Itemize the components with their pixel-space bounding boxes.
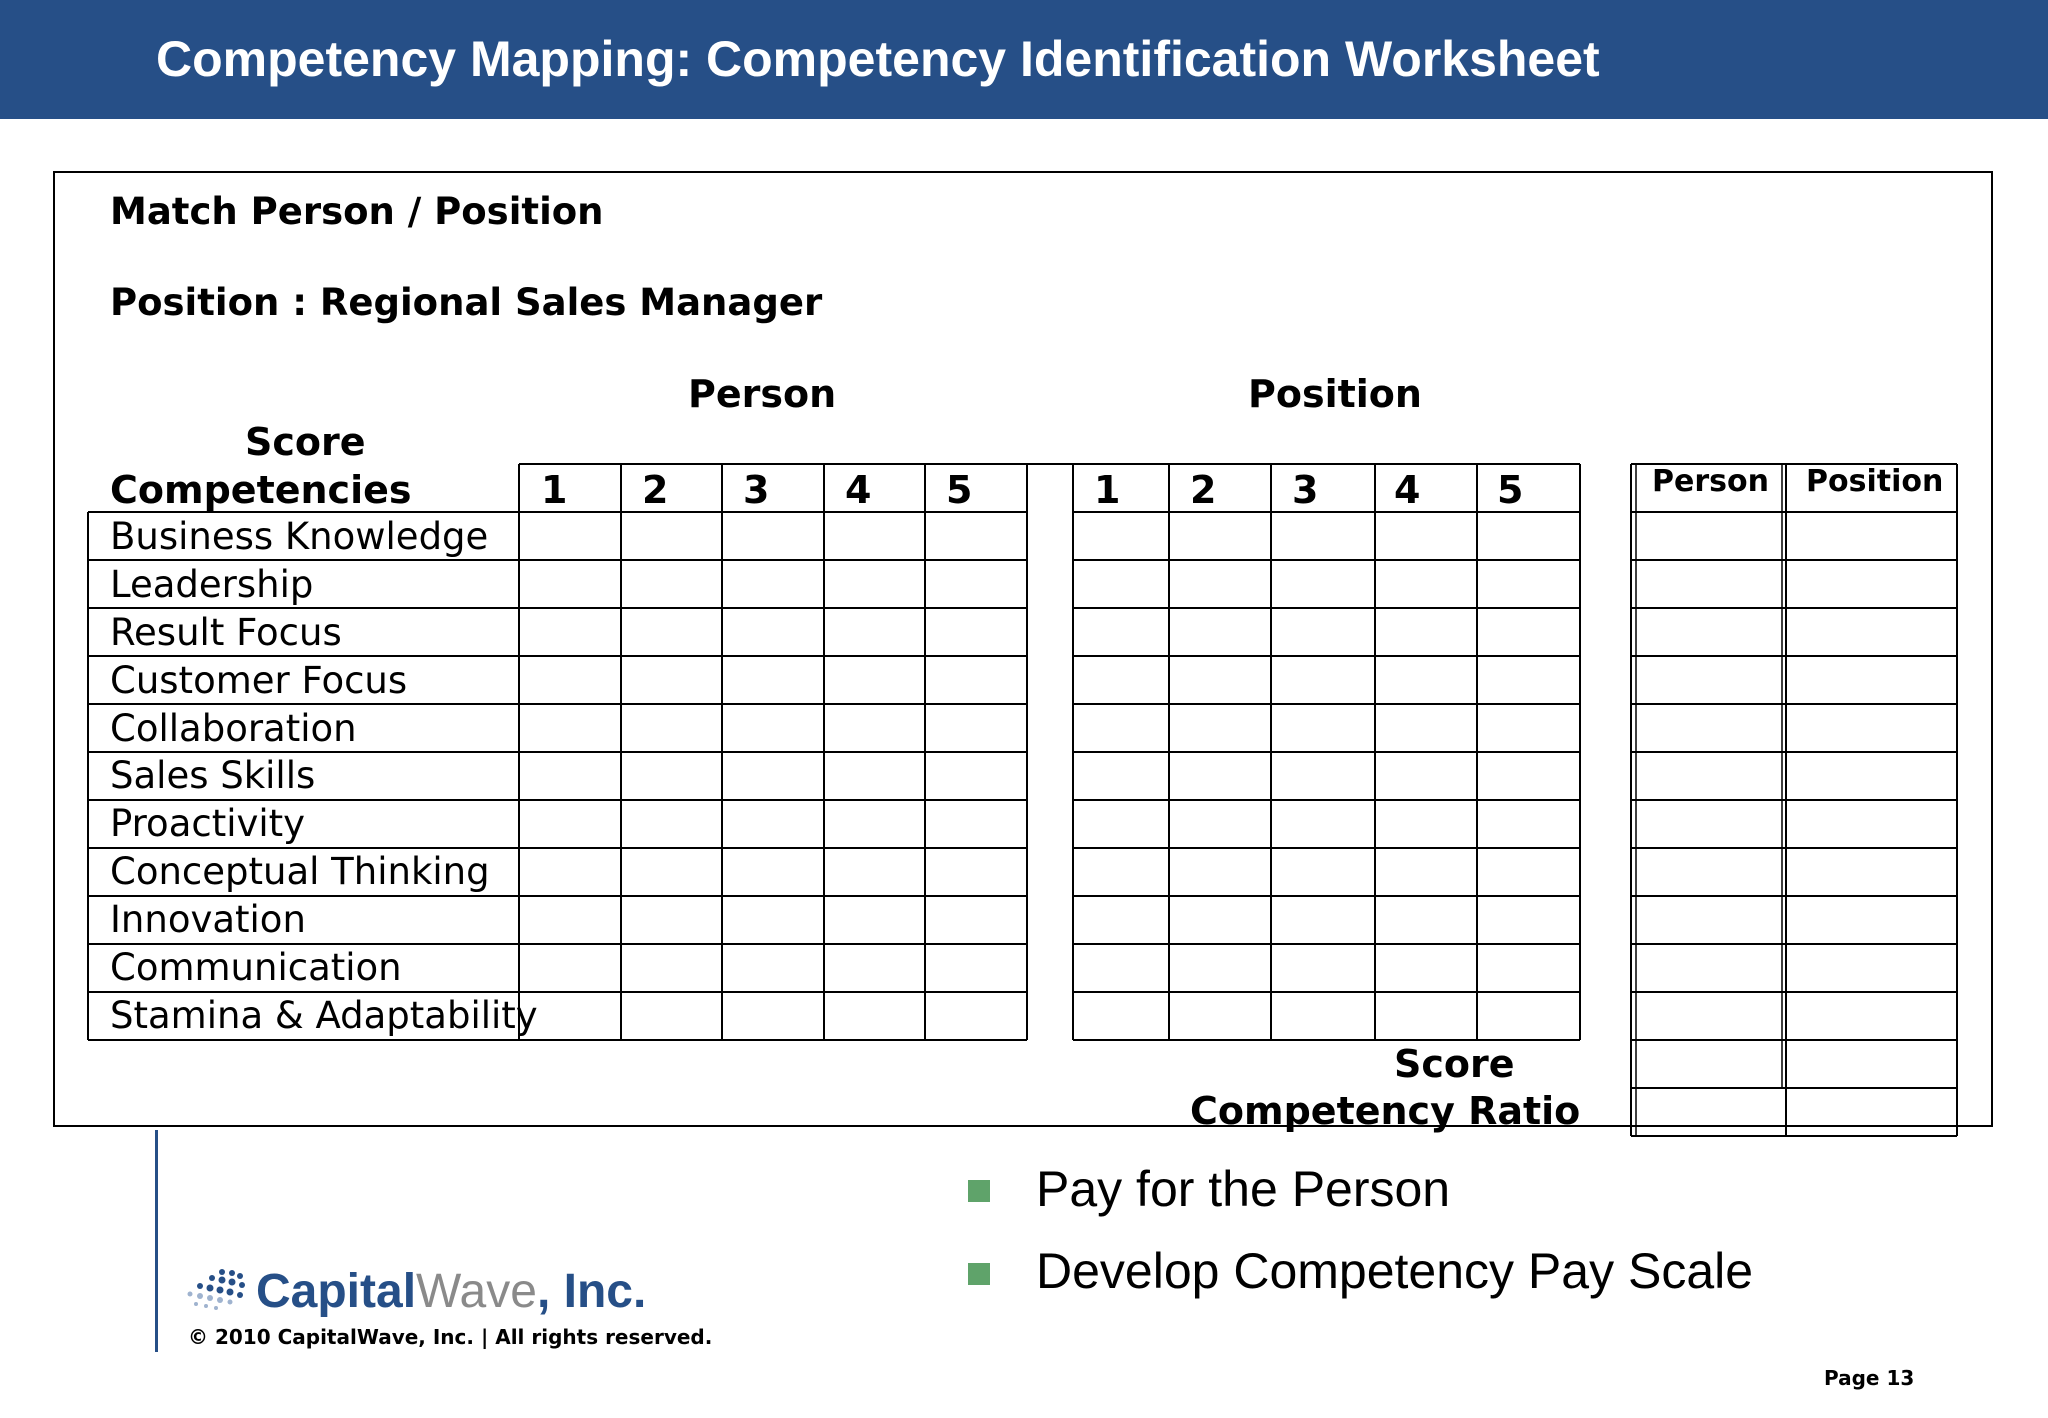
competency-collaboration: Collaboration [110, 707, 357, 750]
person-scale-5: 5 [946, 468, 973, 512]
worksheet-title: Match Person / Position [110, 190, 604, 233]
company-logo-text [256, 1264, 646, 1319]
competency-result-focus: Result Focus [110, 611, 342, 654]
logo-part-inc: , Inc. [536, 1265, 647, 1318]
position-scale-3: 3 [1292, 468, 1319, 512]
person-scale-3: 3 [743, 468, 770, 512]
competency-conceptual-thinking: Conceptual Thinking [110, 850, 490, 893]
summary-position-header: Position [1806, 464, 1944, 499]
competency-innovation: Innovation [110, 898, 306, 941]
person-scale-4: 4 [845, 468, 872, 512]
competency-proactivity: Proactivity [110, 802, 306, 845]
position-scale-2: 2 [1190, 468, 1217, 512]
position-scale-1: 1 [1094, 468, 1121, 512]
competency-business-knowledge: Business Knowledge [110, 515, 489, 558]
competency-communication: Communication [110, 946, 402, 989]
competency-ratio-label: Competency Ratio [1190, 1089, 1581, 1133]
position-label: Position : Regional Sales Manager [110, 281, 823, 324]
position-group-heading: Position [1248, 372, 1422, 416]
person-scale-2: 2 [642, 468, 669, 512]
footer-divider [155, 1130, 158, 1352]
score-heading: Score [245, 420, 366, 464]
copyright-text: © 2010 CapitalWave, Inc. | All rights reserved. [188, 1325, 713, 1349]
competencies-heading: Competencies [110, 468, 412, 512]
competency-customer-focus: Customer Focus [110, 659, 408, 702]
competency-sales-skills: Sales Skills [110, 754, 316, 797]
logo-part-capital: Capital [256, 1265, 417, 1318]
competency-leadership: Leadership [110, 563, 314, 606]
bullet-square-icon [968, 1180, 990, 1202]
person-group-heading: Person [688, 372, 837, 416]
competency-stamina-adaptability: Stamina & Adaptability [110, 994, 538, 1037]
page-number: Page 13 [1824, 1366, 1915, 1390]
summary-person-header: Person [1652, 464, 1769, 499]
globe-logo-icon [182, 1264, 252, 1314]
bullet-develop-pay-scale: Develop Competency Pay Scale [1036, 1243, 1754, 1299]
person-scale-1: 1 [541, 468, 568, 512]
position-scale-4: 4 [1394, 468, 1421, 512]
bullet-square-icon [968, 1263, 990, 1285]
bullet-pay-for-person: Pay for the Person [1036, 1161, 1451, 1217]
logo-part-wave: Wave [416, 1265, 537, 1318]
score-footer-label: Score [1394, 1042, 1515, 1086]
page-title: Competency Mapping: Competency Identification Worksheet [156, 31, 1600, 87]
position-scale-5: 5 [1497, 468, 1524, 512]
